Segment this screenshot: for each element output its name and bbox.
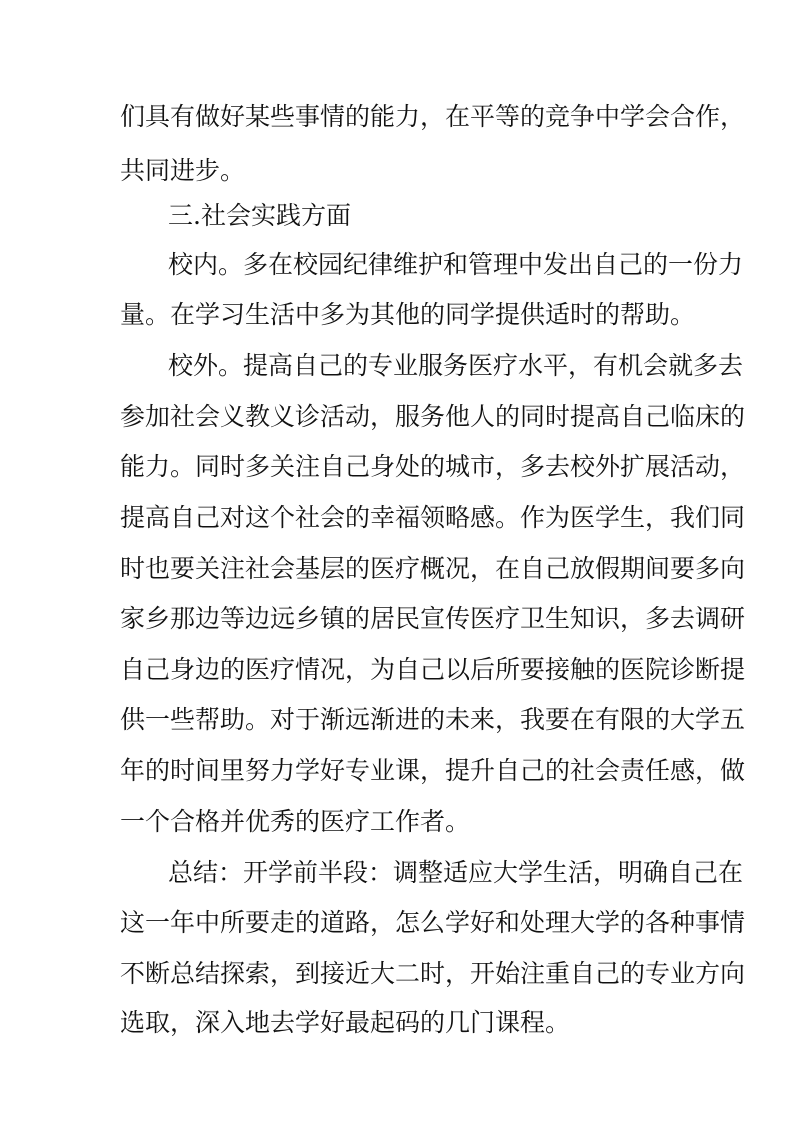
text-line: 一个合格并优秀的医疗工作者。 (120, 807, 471, 836)
text-line: 量。在学习生活中多为其他的同学提供适时的帮助。 (120, 300, 696, 329)
text-line: 家乡那边等边远乡镇的居民宣传医疗卫生知识，多去调研 (120, 604, 746, 633)
text-line: 不断总结探索，到接近大二时，开始注重自己的专业方向 (120, 959, 746, 988)
text-line: 们具有做好某些事情的能力，在平等的竞争中学会合作， (120, 102, 746, 131)
text-line: 自己身边的医疗情况，为自己以后所要接触的医院诊断提 (120, 655, 746, 684)
text-line: 校外。提高自己的专业服务医疗水平，有机会就多去 (168, 351, 744, 380)
text-line: 供一些帮助。对于渐远渐进的未来，我要在有限的大学五 (120, 705, 746, 734)
text-line: 校内。多在校园纪律维护和管理中发出自己的一份力 (168, 250, 744, 279)
text-line: 提高自己对这个社会的幸福领略感。作为医学生，我们同 (120, 503, 746, 532)
summary-line: 总结：开学前半段：调整适应大学生活，明确自己在 (168, 858, 744, 887)
text-line: 共同进步。 (120, 156, 246, 185)
section-heading: 三.社会实践方面 (168, 201, 351, 230)
text-line: 这一年中所要走的道路，怎么学好和处理大学的各种事情 (120, 908, 746, 937)
text-line: 选取，深入地去学好最起码的几门课程。 (120, 1008, 571, 1037)
text-line: 年的时间里努力学好专业课，提升自己的社会责任感，做 (120, 756, 746, 785)
text-line: 参加社会义教义诊活动，服务他人的同时提高自己临床的 (120, 402, 746, 431)
text-line: 能力。同时多关注自己身处的城市，多去校外扩展活动， (120, 452, 746, 481)
text-line: 时也要关注社会基层的医疗概况，在自己放假期间要多向 (120, 554, 746, 583)
